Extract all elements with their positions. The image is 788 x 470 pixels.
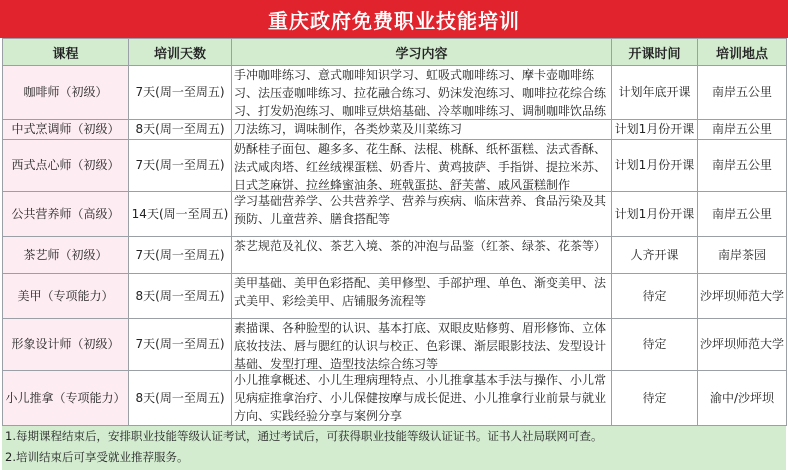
header-place: 培训地点: [698, 39, 787, 66]
table-row: [3, 237, 787, 274]
course-content: 茶艺规范及礼仪、茶艺入境、茶的冲泡与品鉴（红茶、绿茶、花茶等）: [234, 239, 607, 253]
course-days: 7天(周一至周五): [129, 319, 232, 371]
course-days: 8天(周一至周五): [129, 120, 232, 140]
footer-notes: [2, 426, 786, 470]
course-content: 手冲咖啡练习、意式咖啡知识学习、虹吸式咖啡练习、摩卡壶咖啡练习、法压壶咖啡练习、拉花融合练习、奶沫发泡练习、咖啡拉花综合练习、打发奶泡练习、咖啡豆烘焙基础、冷萃咖啡练习、调制咖啡饮品练: [234, 68, 607, 118]
course-content: 小儿推拿概述、小儿生理病理特点、小儿推拿基本手法与操作、小儿常见病症推拿治疗、小儿保健按摩与成长促进、小儿推拿行业前景与就业方向、实践经验分享与案例分享: [234, 373, 607, 423]
page-title: 重庆政府免费职业技能培训: [0, 0, 788, 38]
course-name: 茶艺师（初级）: [3, 237, 129, 274]
course-place: 南岸五公里: [698, 192, 787, 237]
course-days: 7天(周一至周五): [129, 66, 232, 120]
course-name: 形象设计师（初级）: [3, 319, 129, 371]
table-row: [3, 371, 787, 426]
course-name: 美甲（专项能力）: [3, 274, 129, 319]
course-days: 14天(周一至周五): [129, 192, 232, 237]
course-place: 南岸五公里: [698, 66, 787, 120]
course-time: 人齐开课: [612, 237, 698, 274]
course-name: 公共营养师（高级）: [3, 192, 129, 237]
training-table: [2, 38, 787, 426]
course-place: 南岸五公里: [698, 120, 787, 140]
course-time: 待定: [612, 274, 698, 319]
course-content: 美甲基础、美甲色彩搭配、美甲修型、手部护理、单色、渐变美甲、法式美甲、彩绘美甲、店铺服务流程等: [234, 276, 607, 308]
course-place: 南岸茶园: [698, 237, 787, 274]
header-course: 课程: [3, 39, 129, 66]
course-days: 7天(周一至周五): [129, 140, 232, 192]
header-days: 培训天数: [129, 39, 232, 66]
course-time: 计划1月份开课: [612, 140, 698, 192]
table-row: [3, 274, 787, 319]
course-days: 7天(周一至周五): [129, 237, 232, 274]
table-row: [3, 66, 787, 120]
course-time: 计划1月份开课: [612, 120, 698, 140]
course-content: 学习基础营养学、公共营养学、营养与疾病、临床营养、食品污染及其预防、儿童营养、膳食搭配等: [234, 194, 607, 226]
course-content: 刀法练习，调味制作，各类炒菜及川菜练习: [234, 122, 463, 136]
header-time: 开课时间: [612, 39, 698, 66]
course-name: 咖啡师（初级）: [3, 66, 129, 120]
course-time: 计划年底开课: [612, 66, 698, 120]
course-time: 待定: [612, 371, 698, 426]
course-place: 沙坪坝师范大学: [698, 274, 787, 319]
course-content: 奶酥桂子面包、趣多多、花生酥、法棍、桃酥、纸杯蛋糕、法式香酥、法式咸肉塔、红丝绒裸蛋糕、奶香片、黄鸡披萨、手指饼、提拉米苏、日式芝麻饼、拉丝蜂蜜油条、班戟蛋挞、舒芙蕾、戚风蛋糕制作: [234, 142, 607, 191]
header-content: 学习内容: [232, 39, 612, 66]
table-header-row: [3, 39, 787, 66]
course-place: 沙坪坝师范大学: [698, 319, 787, 371]
note-line: 1.每期课程结束后，安排职业技能等级认证考试，通过考试后，可获得职业技能等级认证证书。证书人社局联网可查。: [5, 429, 603, 443]
table-row: [3, 140, 787, 192]
table-row: [3, 319, 787, 371]
table-row: [3, 192, 787, 237]
course-place: 南岸五公里: [698, 140, 787, 192]
course-time: 计划1月份开课: [612, 192, 698, 237]
course-place: 渝中/沙坪坝: [698, 371, 787, 426]
table-row: [3, 120, 787, 140]
course-days: 8天(周一至周五): [129, 371, 232, 426]
note-line: 2.培训结束后可享受就业推荐服务。: [5, 450, 189, 464]
course-name: 中式烹调师（初级）: [3, 120, 129, 140]
course-name: 小儿推拿（专项能力）: [3, 371, 129, 426]
course-time: 待定: [612, 319, 698, 371]
course-content: 素描课、各种脸型的认识、基本打底、双眼皮贴修剪、眉形修饰、立体底妆技法、唇与腮红的认识与校正、色彩课、渐层眼影技法、发型设计基础、发型打理、造型技法综合练习等: [234, 321, 607, 370]
course-days: 8天(周一至周五): [129, 274, 232, 319]
course-name: 西式点心师（初级）: [3, 140, 129, 192]
